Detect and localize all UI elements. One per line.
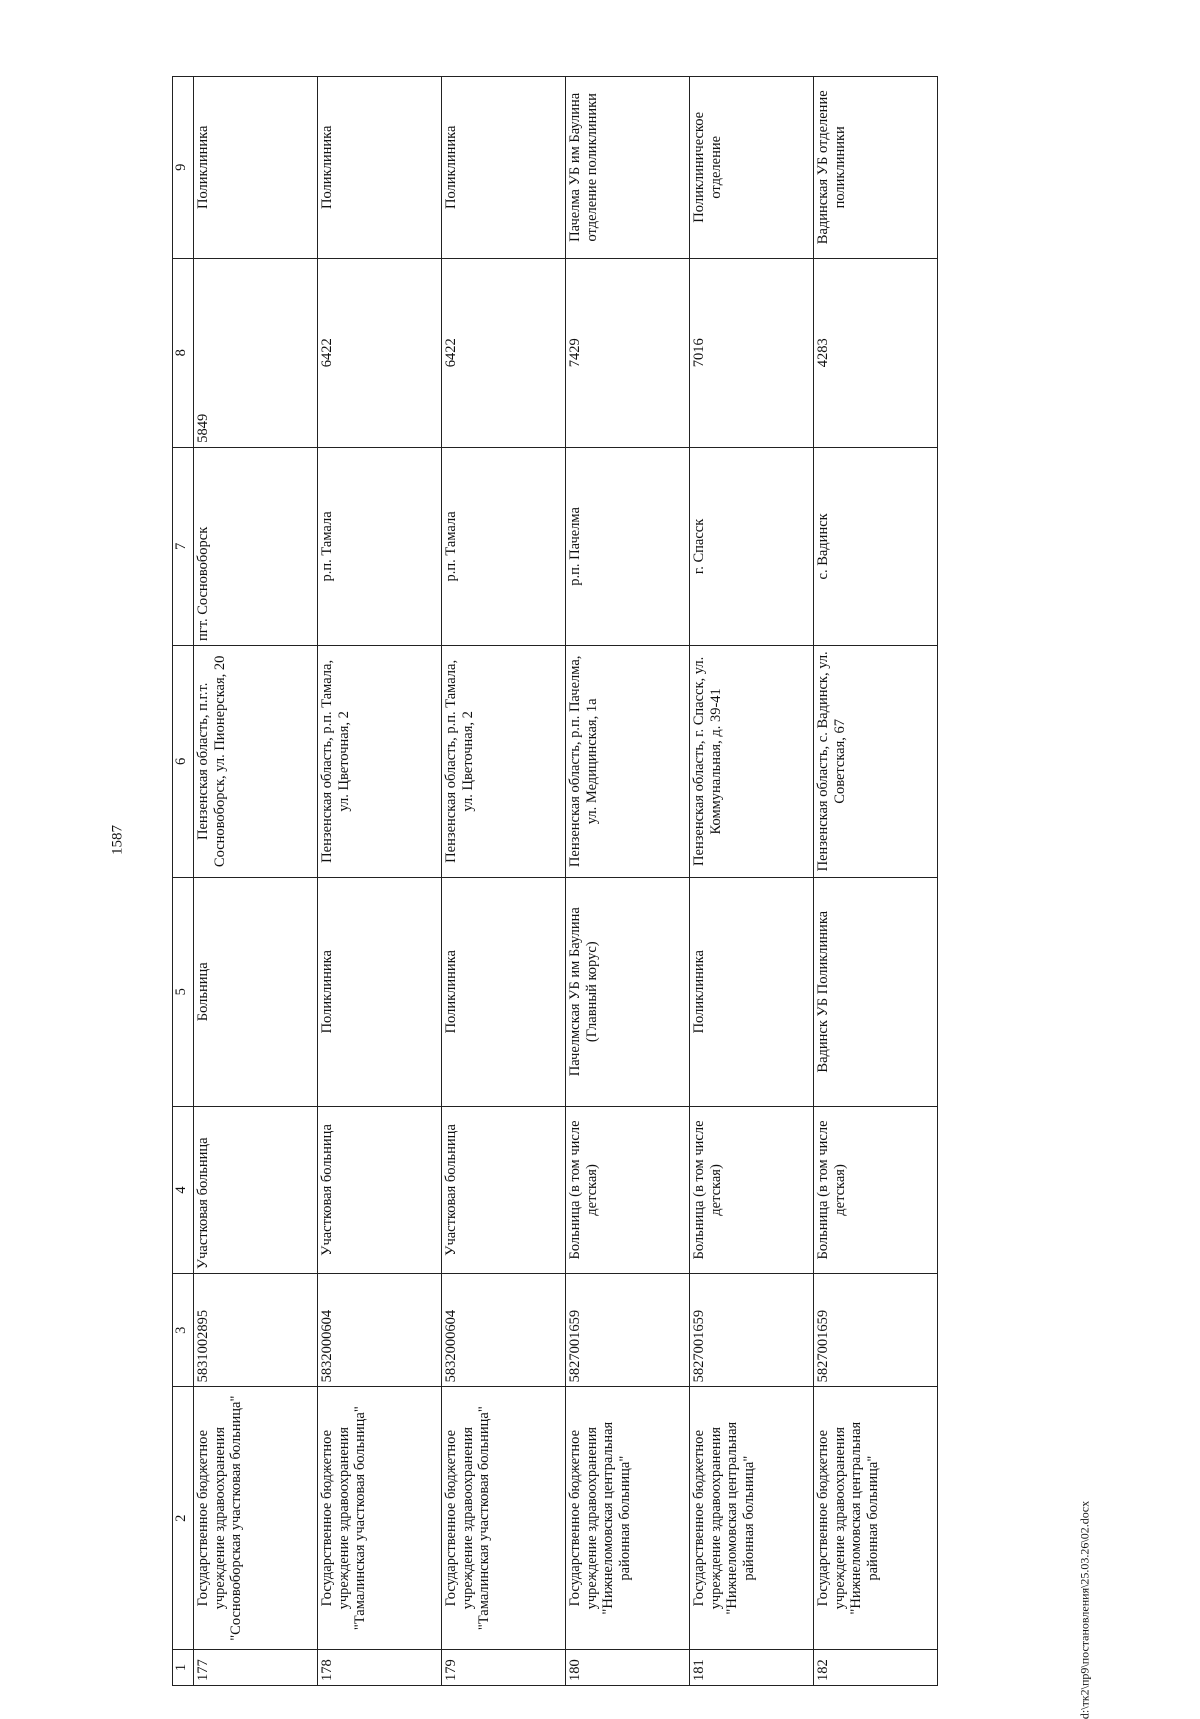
address: Пензенская область, р.п. Тамала, ул. Цветочная, 2 [318,646,442,878]
facility-type: Больница (в том числе детская) [814,1106,938,1273]
header-col-1: 1 [173,1649,194,1685]
unit-name: Поликлиника [690,877,814,1106]
organization-name: Государственное бюджетное учреждение здравоохранения "Нижнеломовская центральная районная больница" [814,1387,938,1650]
locality: г. Спасск [690,447,814,645]
locality-code: 6422 [442,258,566,447]
locality: р.п. Тамала [442,447,566,645]
address: Пензенская область, г. Спасск, ул. Коммунальная, д. 39-41 [690,646,814,878]
facility-type: Больница (в том числе детская) [566,1106,690,1273]
row-number: 181 [690,1649,814,1685]
organization-name: Государственное бюджетное учреждение здравоохранения "Тамалинская участковая больница" [442,1387,566,1650]
locality-code: 5849 [194,258,318,447]
locality: пгт. Сосновоборск [194,447,318,645]
address: Пензенская область, п.г.т. Сосновоборск, ул. Пионерская, 20 [194,646,318,878]
subdivision: Пачелма УБ им Баулина отделение поликлиники [566,77,690,259]
header-col-6: 6 [173,646,194,878]
header-col-9: 9 [173,77,194,259]
row-number: 179 [442,1649,566,1685]
locality-code: 4283 [814,258,938,447]
organization-name: Государственное бюджетное учреждение здравоохранения "Тамалинская участковая больница" [318,1387,442,1650]
header-col-7: 7 [173,447,194,645]
facility-type: Больница (в том числе детская) [690,1106,814,1273]
row-number: 182 [814,1649,938,1685]
table-row [814,77,938,1686]
registry-table-area [172,76,1025,1686]
table-row [690,77,814,1686]
footer-file-path: d:\тк2\пр9\постановления\25.03.26\02.docx [1077,1500,1092,1719]
facility-type: Участковая больница [442,1106,566,1273]
page-number: 1587 [109,825,126,855]
subdivision: Поликлиника [442,77,566,259]
inn-code: 5832000604 [442,1274,566,1387]
registry-table [172,76,938,1686]
locality: р.п. Пачелма [566,447,690,645]
row-number: 180 [566,1649,690,1685]
locality-code: 7016 [690,258,814,447]
organization-name: Государственное бюджетное учреждение здравоохранения "Нижнеломовская центральная районная больница" [566,1387,690,1650]
table-row [194,77,318,1686]
inn-code: 5831002895 [194,1274,318,1387]
table-row [566,77,690,1686]
inn-code: 5832000604 [318,1274,442,1387]
address: Пензенская область, р.п. Тамала, ул. Цветочная, 2 [442,646,566,878]
subdivision: Поликлиническое отделение [690,77,814,259]
unit-name: Поликлиника [318,877,442,1106]
inn-code: 5827001659 [690,1274,814,1387]
header-col-8: 8 [173,258,194,447]
organization-name: Государственное бюджетное учреждение здравоохранения "Нижнеломовская центральная районная больница" [690,1387,814,1650]
row-number: 177 [194,1649,318,1685]
inn-code: 5827001659 [566,1274,690,1387]
unit-name: Вадинск УБ Поликлиника [814,877,938,1106]
facility-type: Участковая больница [318,1106,442,1273]
subdivision: Вадинская УБ отделение поликлиники [814,77,938,259]
locality: р.п. Тамала [318,447,442,645]
unit-name: Больница [194,877,318,1106]
organization-name: Государственное бюджетное учреждение здравоохранения "Сосновоборская участковая больница" [194,1387,318,1650]
locality-code: 6422 [318,258,442,447]
row-number: 178 [318,1649,442,1685]
facility-type: Участковая больница [194,1106,318,1273]
header-col-4: 4 [173,1106,194,1273]
registry-table-rotated [172,76,1025,1686]
locality-code: 7429 [566,258,690,447]
locality: с. Вадинск [814,447,938,645]
header-col-5: 5 [173,877,194,1106]
address: Пензенская область, р.п. Пачелма, ул. Медицинская, 1а [566,646,690,878]
address: Пензенская область, с. Вадинск, ул. Советская, 67 [814,646,938,878]
table-row [442,77,566,1686]
table-row [318,77,442,1686]
subdivision: Поликлиника [194,77,318,259]
unit-name: Поликлиника [442,877,566,1106]
unit-name: Пачелмская УБ им Баулина (Главный корус) [566,877,690,1106]
inn-code: 5827001659 [814,1274,938,1387]
header-col-2: 2 [173,1387,194,1650]
header-col-3: 3 [173,1274,194,1387]
subdivision: Поликлиника [318,77,442,259]
header-row [173,77,194,1686]
